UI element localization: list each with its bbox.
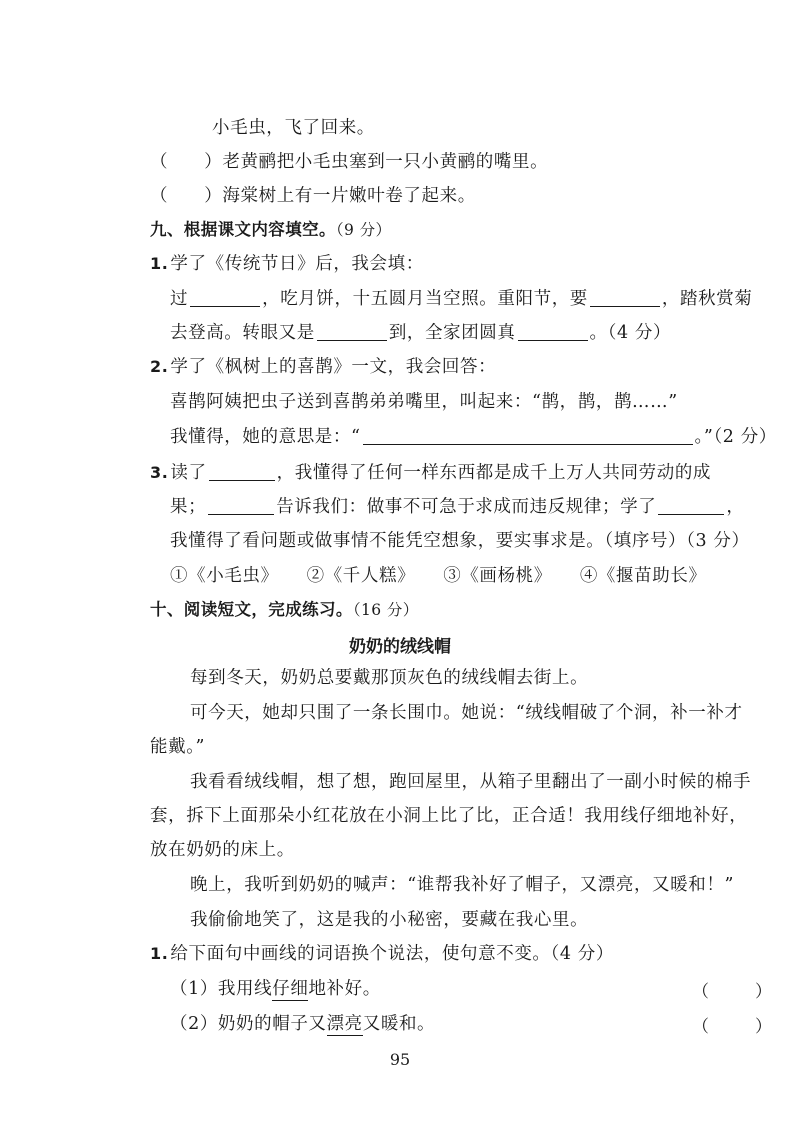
passage-title: 奶奶的绒线帽 — [349, 637, 451, 657]
q9-1-line-2: 去登高。转眼又是 到，全家团圆真 。（4 分） — [170, 323, 672, 343]
page-number: 95 — [389, 1050, 411, 1069]
passage-paragraph-5: 我偷偷地笑了，这是我的小秘密，要藏在我心里。 — [190, 910, 589, 930]
q10-1-sentence-2: （2）奶奶的帽子又漂亮又暖和。 — [170, 1014, 436, 1034]
option-3: ③《画杨桃》 — [443, 566, 552, 586]
fill-blank[interactable] — [363, 426, 693, 445]
passage-paragraph-2: 可今天，她却只围了一条长围巾。她说：“绒线帽破了个洞，补一补才 — [190, 703, 743, 723]
section-10-heading: 十、阅读短文，完成练习。（16 分） — [150, 600, 419, 619]
option-1: ①《小毛虫》 — [170, 566, 279, 586]
q9-3-line-2: 果； 告诉我们：做事不可急于求成而违反规律；学了 ， — [170, 497, 745, 517]
sec8-continuation: 小毛虫，飞了回来。 — [212, 118, 375, 138]
q9-2-line-2: 我懂得，她的意思是：“ 。”（2 分） — [170, 427, 777, 447]
item-text: 海棠树上有一片嫩叶卷了起来。 — [222, 186, 476, 206]
answer-paren[interactable]: （ ） — [150, 152, 223, 172]
answer-paren[interactable]: （ ） — [150, 186, 223, 206]
item-text: 老黄鹂把小毛虫塞到一只小黄鹂的嘴里。 — [222, 152, 549, 172]
fill-blank[interactable] — [209, 462, 275, 481]
option-4: ④《揠苗助长》 — [579, 566, 707, 586]
fill-blank[interactable] — [658, 496, 724, 515]
answer-paren[interactable]: （ ） — [692, 1017, 776, 1037]
passage-paragraph-3-cont-2: 放在奶奶的床上。 — [150, 840, 295, 860]
q10-1-stem: 1. 给下面句中画线的词语换个说法，使句意不变。（4 分） — [150, 944, 614, 964]
fill-blank[interactable] — [190, 288, 260, 307]
option-2: ②《千人糕》 — [306, 566, 416, 586]
sec8-item-1 — [150, 150, 548, 174]
fill-blank[interactable] — [208, 496, 274, 515]
q9-3-line-1: 3. 读了 ，我懂得了任何一样东西都是成千上万人共同劳动的成 — [150, 463, 712, 483]
passage-paragraph-3-cont-1: 套，拆下上面那朵小红花放在小洞上比了比，正合适！我用线仔细地补好， — [150, 806, 748, 826]
q9-1-stem: 1. 学了《传统节日》后，我会填： — [150, 254, 424, 274]
q9-1-line-1: 过 ，吃月饼，十五圆月当空照。重阳节，要 ，踏秋赏菊 — [170, 289, 753, 309]
section-9-heading: 九、根据课文内容填空。（9 分） — [150, 220, 392, 239]
passage-paragraph-3: 我看看绒线帽，想了想，跑回屋里，从箱子里翻出了一副小时候的棉手 — [190, 772, 752, 792]
q10-1-sentence-1: （1）我用线仔细地补好。 — [170, 979, 381, 999]
passage-paragraph-2-cont: 能戴。” — [150, 737, 206, 757]
q9-3-options — [170, 564, 735, 588]
passage-paragraph-4: 晚上，我听到奶奶的喊声：“谁帮我补好了帽子，又漂亮，又暖和！” — [190, 875, 734, 895]
answer-paren[interactable]: （ ） — [692, 982, 776, 1002]
q9-2-stem: 2. 学了《枫树上的喜鹊》一文，我会回答： — [150, 357, 497, 377]
underlined-word: 漂亮 — [326, 1014, 363, 1034]
passage-paragraph-1: 每到冬天，奶奶总要戴那顶灰色的绒线帽去街上。 — [190, 668, 589, 688]
q9-2-line-1: 喜鹊阿姨把虫子送到喜鹊弟弟嘴里，叫起来：“鹊，鹊，鹊……” — [170, 392, 678, 412]
sec8-item-2 — [150, 184, 476, 208]
underlined-word: 仔细 — [272, 979, 309, 999]
fill-blank[interactable] — [317, 322, 387, 341]
fill-blank[interactable] — [590, 288, 660, 307]
q9-3-line-3: 我懂得了看问题或做事情不能凭空想象，要实事求是。（填序号）（3 分） — [170, 531, 750, 551]
fill-blank[interactable] — [518, 322, 588, 341]
